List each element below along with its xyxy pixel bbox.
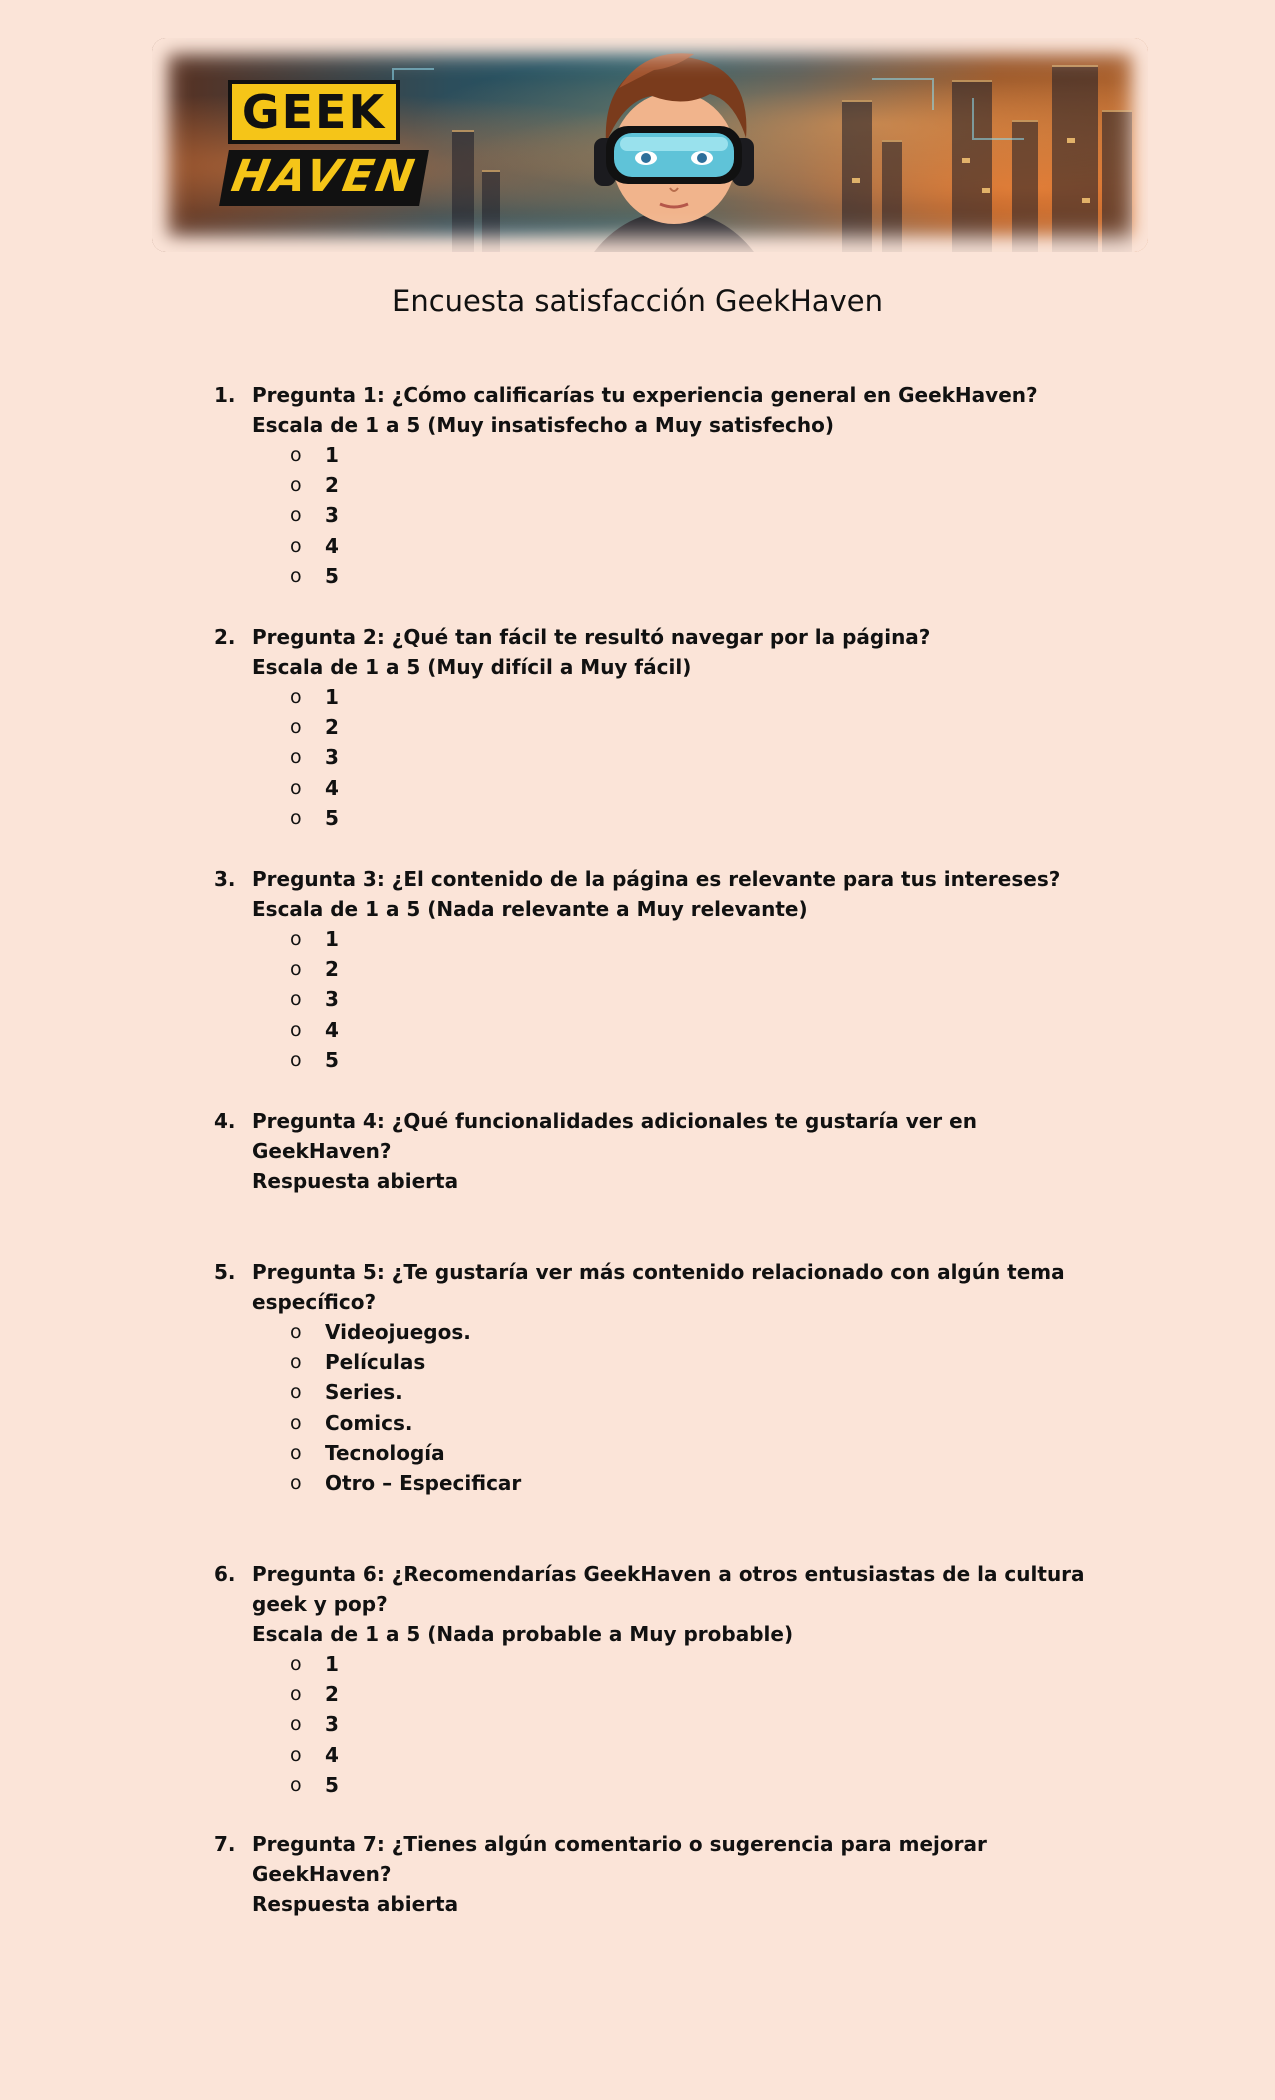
option-item[interactable] xyxy=(214,1770,1094,1800)
option-item[interactable] xyxy=(214,1709,1094,1739)
building-shape xyxy=(452,130,474,252)
question-answer-type: Respuesta abierta xyxy=(252,1892,459,1916)
question-7 xyxy=(214,1829,1094,1919)
question-scale: Escala de 1 a 5 (Muy difícil a Muy fácil) xyxy=(252,655,692,679)
building-shape xyxy=(1102,110,1132,252)
question-text: Pregunta 3: ¿El contenido de la página es relevante para tus intereses? xyxy=(252,867,1061,891)
option-label: 4 xyxy=(325,1017,339,1042)
option-item[interactable] xyxy=(214,1438,1094,1468)
option-label: 4 xyxy=(325,533,339,558)
question-text: Pregunta 1: ¿Cómo calificarías tu experiencia general en GeekHaven? xyxy=(252,383,1038,407)
option-item[interactable] xyxy=(214,1015,1094,1045)
option-item[interactable] xyxy=(214,1377,1094,1407)
option-label: Tecnología xyxy=(325,1440,445,1465)
bullet-circle-icon: o xyxy=(290,716,302,739)
bullet-circle-icon: o xyxy=(290,686,302,708)
option-label: 3 xyxy=(325,1712,339,1737)
option-item[interactable] xyxy=(214,561,1094,591)
option-item[interactable] xyxy=(214,682,1094,712)
geekhaven-logo xyxy=(228,80,428,210)
bullet-circle-icon: o xyxy=(290,1351,302,1374)
question-answer-type: Respuesta abierta xyxy=(252,1169,459,1193)
option-label: 3 xyxy=(325,503,339,528)
logo-geek-text: GEEK xyxy=(228,80,400,144)
bullet-circle-icon: o xyxy=(290,1471,302,1494)
header-banner xyxy=(152,38,1148,252)
option-label: 3 xyxy=(325,745,339,770)
question-1 xyxy=(214,380,1094,591)
option-label: 2 xyxy=(325,473,339,498)
option-label: 2 xyxy=(325,957,339,982)
option-label: 1 xyxy=(325,1652,339,1676)
bullet-circle-icon: o xyxy=(290,1713,302,1736)
bullet-circle-icon: o xyxy=(290,1048,302,1071)
option-label: 2 xyxy=(325,715,339,740)
option-label: Series. xyxy=(325,1380,403,1405)
question-2 xyxy=(214,622,1094,833)
option-label: 1 xyxy=(325,685,339,709)
bullet-circle-icon: o xyxy=(290,928,302,950)
building-shape xyxy=(842,100,872,252)
circuit-line xyxy=(872,78,934,110)
option-label: 5 xyxy=(325,1772,339,1797)
option-item[interactable] xyxy=(214,984,1094,1014)
question-6 xyxy=(214,1559,1094,1800)
option-label: 1 xyxy=(325,443,339,467)
question-number: 7. xyxy=(214,1832,236,1856)
building-shape xyxy=(482,170,500,252)
option-label: Películas xyxy=(325,1350,426,1375)
options-list xyxy=(214,1317,1094,1498)
bullet-circle-icon: o xyxy=(290,564,302,587)
question-text: Pregunta 5: ¿Te gustaría ver más contenido relacionado con algún tema específico? xyxy=(252,1260,1065,1314)
bullet-circle-icon: o xyxy=(290,958,302,981)
option-item[interactable] xyxy=(214,470,1094,500)
option-label: 5 xyxy=(325,805,339,830)
question-text: Pregunta 6: ¿Recomendarías GeekHaven a otros entusiastas de la cultura geek y pop? xyxy=(252,1562,1085,1616)
options-list xyxy=(214,682,1094,833)
option-item[interactable] xyxy=(214,1468,1094,1498)
option-label: 5 xyxy=(325,563,339,588)
question-5 xyxy=(214,1257,1094,1498)
bullet-circle-icon: o xyxy=(290,504,302,527)
circuit-line xyxy=(972,98,1024,140)
building-shape xyxy=(882,140,902,252)
window-light xyxy=(852,178,860,183)
question-scale: Escala de 1 a 5 (Nada probable a Muy probable) xyxy=(252,1622,794,1646)
question-number: 6. xyxy=(214,1562,236,1586)
character-illustration xyxy=(524,38,824,252)
bullet-circle-icon: o xyxy=(290,1653,302,1675)
question-number: 3. xyxy=(214,867,236,891)
question-3 xyxy=(214,864,1094,1075)
option-item[interactable] xyxy=(214,803,1094,833)
question-number: 5. xyxy=(214,1260,236,1284)
question-number: 1. xyxy=(214,383,236,407)
bullet-circle-icon: o xyxy=(290,534,302,557)
option-item[interactable] xyxy=(214,531,1094,561)
window-light xyxy=(1067,138,1075,143)
option-item[interactable] xyxy=(214,500,1094,530)
option-item[interactable] xyxy=(214,1347,1094,1377)
bullet-circle-icon: o xyxy=(290,1018,302,1041)
option-item[interactable] xyxy=(214,924,1094,954)
options-list xyxy=(214,924,1094,1075)
option-label: 3 xyxy=(325,987,339,1012)
options-list xyxy=(214,440,1094,591)
option-label: Comics. xyxy=(325,1410,413,1435)
bullet-circle-icon: o xyxy=(290,474,302,497)
question-number: 4. xyxy=(214,1109,236,1133)
question-text: Pregunta 2: ¿Qué tan fácil te resultó navegar por la página? xyxy=(252,625,931,649)
bullet-circle-icon: o xyxy=(290,444,302,466)
option-label: 2 xyxy=(325,1682,339,1707)
question-text: Pregunta 7: ¿Tienes algún comentario o sugerencia para mejorar GeekHaven? xyxy=(252,1832,987,1886)
option-label: 4 xyxy=(325,1742,339,1767)
option-item[interactable] xyxy=(214,954,1094,984)
window-light xyxy=(962,158,970,163)
bullet-circle-icon: o xyxy=(290,1683,302,1706)
option-item[interactable] xyxy=(214,1408,1094,1438)
option-item[interactable] xyxy=(214,440,1094,470)
bullet-circle-icon: o xyxy=(290,1411,302,1434)
bullet-circle-icon: o xyxy=(290,1743,302,1766)
question-scale: Escala de 1 a 5 (Muy insatisfecho a Muy satisfecho) xyxy=(252,413,835,437)
option-label: Otro – Especificar xyxy=(325,1470,522,1495)
bullet-circle-icon: o xyxy=(290,1773,302,1796)
option-label: 1 xyxy=(325,927,339,951)
option-label: 4 xyxy=(325,775,339,800)
option-item[interactable] xyxy=(214,1045,1094,1075)
options-list xyxy=(214,1649,1094,1800)
question-text: Pregunta 4: ¿Qué funcionalidades adicionales te gustaría ver en GeekHaven? xyxy=(252,1109,977,1163)
bullet-circle-icon: o xyxy=(290,776,302,799)
option-item[interactable] xyxy=(214,1317,1094,1347)
question-number: 2. xyxy=(214,625,236,649)
question-4 xyxy=(214,1106,1094,1196)
option-item[interactable] xyxy=(214,712,1094,742)
bullet-circle-icon: o xyxy=(290,1441,302,1464)
page-title: Encuesta satisfacción GeekHaven xyxy=(392,284,883,318)
window-light xyxy=(982,188,990,193)
option-item[interactable] xyxy=(214,1679,1094,1709)
logo-haven-text: HAVEN xyxy=(219,150,429,206)
bullet-circle-icon: o xyxy=(290,1321,302,1343)
option-label: 5 xyxy=(325,1047,339,1072)
option-item[interactable] xyxy=(214,1740,1094,1770)
bullet-circle-icon: o xyxy=(290,806,302,829)
bullet-circle-icon: o xyxy=(290,1381,302,1404)
bullet-circle-icon: o xyxy=(290,746,302,769)
question-scale: Escala de 1 a 5 (Nada relevante a Muy relevante) xyxy=(252,897,808,921)
option-item[interactable] xyxy=(214,1649,1094,1679)
option-item[interactable] xyxy=(214,773,1094,803)
window-light xyxy=(1082,198,1090,203)
building-shape xyxy=(1052,65,1098,252)
bullet-circle-icon: o xyxy=(290,988,302,1011)
option-item[interactable] xyxy=(214,742,1094,772)
option-label: Videojuegos. xyxy=(325,1320,471,1344)
